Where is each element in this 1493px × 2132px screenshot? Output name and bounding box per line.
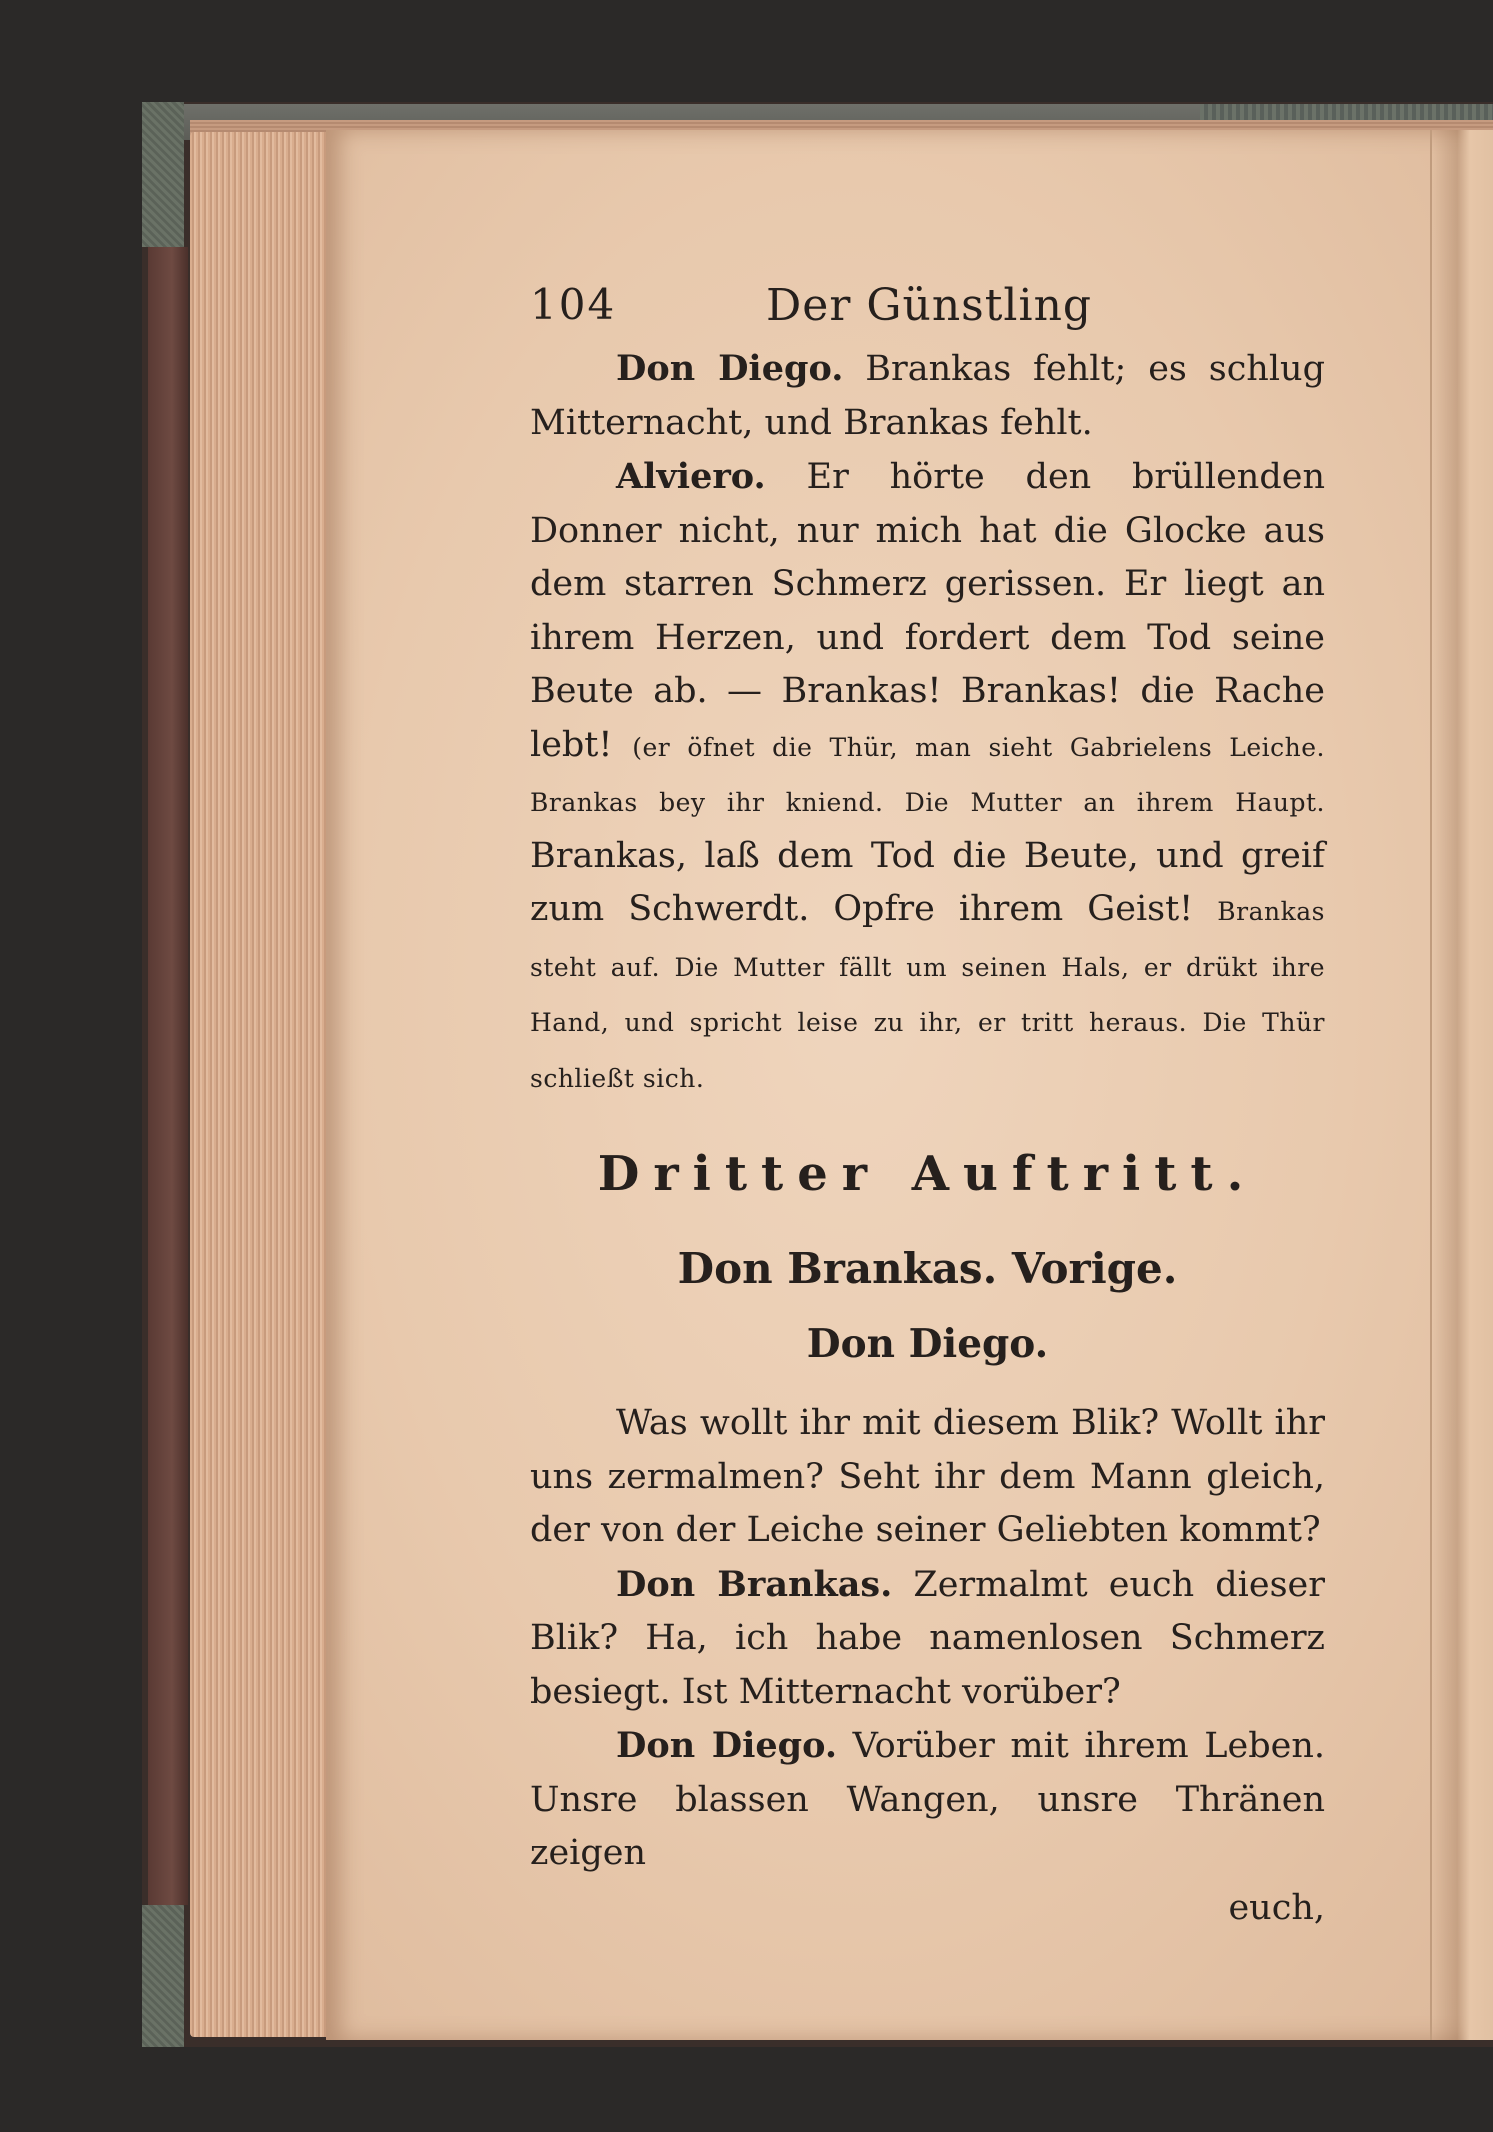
- speaker-name: Alviero.: [616, 456, 766, 497]
- speech-text: Brankas fehlt; es schlug Mitternacht, und Brankas fehlt.: [530, 349, 1325, 443]
- cloth-corner-bottom: [142, 1905, 184, 2047]
- speech-text: Was wollt ihr mit diesem Blik? Wollt ihr uns zermalmen? Seht ihr dem Mann gleich, der von der Leiche seiner Geliebten kommt?: [530, 1403, 1325, 1550]
- cast-list: Don Brankas. Vorige.: [677, 1244, 1178, 1293]
- running-title: Der Günstling: [766, 280, 1093, 331]
- speech-block: [530, 450, 1325, 1105]
- stage-direction: Brankas steht auf. Die Mutter fällt um seinen Hals, er drükt ihre Hand, und spricht leise zu ihr, er tritt heraus. Die Thür schließt sich.: [530, 897, 1325, 1093]
- speech-block: [530, 342, 1325, 450]
- leather-spine: [148, 247, 188, 1905]
- speech-block: [530, 1397, 1325, 1558]
- speech-text: Vorüber mit ihrem Leben. Unsre blassen Wangen, unsre Thränen zeigen: [530, 1726, 1325, 1873]
- stage-direction: (er öfnet die Thür, man sieht Gabrielens Leiche. Brankas bey ihr kniend. Die Mutter an ihrem Haupt.: [530, 732, 1325, 817]
- page-text: [530, 280, 1325, 1935]
- speaker-name: Don Brankas.: [616, 1563, 893, 1605]
- scene-heading: Dritter Auftritt.: [597, 1146, 1258, 1202]
- page-fore-edge: [190, 132, 340, 2037]
- speech-text: Brankas, laß dem Tod die Beute, und greif zum Schwerdt. Opfre ihrem Geist!: [530, 835, 1325, 929]
- speech-text: Zermalmt euch dieser Blik? Ha, ich habe namenlosen Schmerz besiegt. Ist Mitternacht vorüber?: [530, 1564, 1325, 1712]
- page-fold: [1430, 130, 1493, 2040]
- cloth-corner-top: [142, 102, 184, 247]
- speaker-name: Don Diego.: [616, 348, 844, 389]
- speech-text: Er hörte den brüllenden Donner nicht, nur mich hat die Glocke aus dem starren Schmerz gerissen. Er liegt an ihrem Herzen, und fordert dem Tod seine Beute ab. — Brankas! Brankas! die Rache lebt!: [530, 457, 1325, 765]
- speaker-name: Don Diego.: [616, 1725, 838, 1766]
- catchword: euch,: [1228, 1887, 1325, 1928]
- cast-speaker: Don Diego.: [806, 1321, 1049, 1367]
- speech-block: [530, 1719, 1325, 1881]
- page-number: 104: [530, 280, 617, 329]
- running-head: [530, 280, 1325, 342]
- speech-block: [530, 1558, 1325, 1720]
